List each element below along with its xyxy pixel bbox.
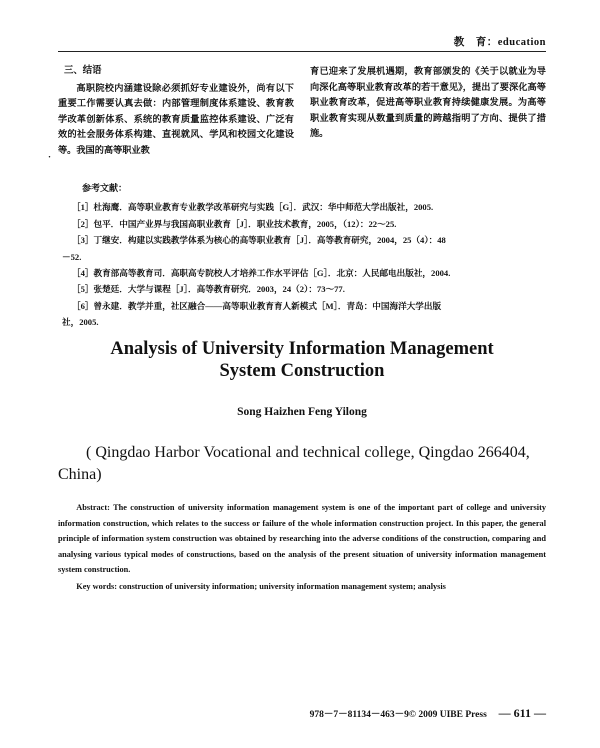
- margin-mark: ·: [48, 152, 52, 162]
- page-footer: [58, 706, 546, 721]
- abstract-paragraph: [58, 500, 546, 578]
- keywords-label: Key words:: [76, 581, 118, 591]
- conclusion-paragraph-right: 育已迎来了发展机遇期，教育部颁发的《关于以就业为导向深化高等职业教育改革的若干意见》，提出了要深化高等职业教育改革，促进高等职业教育持续健康发展。为高等职业教育实现从数量到质量的跨越指明了方向、提供了措施。: [310, 66, 546, 139]
- english-title-line1: Analysis of University Information Management: [110, 339, 494, 359]
- english-title: [58, 338, 546, 382]
- english-abstract: [58, 500, 546, 595]
- conclusion-right-column: [310, 64, 546, 142]
- reference-item: ［6］曾永建．教学并重，社区融合——高等职业教育育人新模式［M］．青岛：中国海洋大学出版: [72, 300, 442, 311]
- reference-item-continued: －52.: [62, 251, 82, 262]
- reference-item: ［4］教育部高等教育司．高职高专院校人才培养工作水平评估［G］．北京：人民邮电出版社，2004.: [72, 268, 451, 279]
- reference-item: ［5］张楚廷．大学与课程［J］．高等教育研究．2003，24（2）：73～77.: [72, 284, 345, 295]
- running-header: 教 育：education: [453, 37, 546, 48]
- abstract-text: The construction of university information management system is one of the important part of college and university information construction, which relates to the success or failure of the whole information construction project. In this paper, the general principle of information system construction was obtained by researching into the adverse conditions of the construction, comparing and analysing various typical modes of constructions, based on the analysis of the present situation of university information management system construction.: [58, 503, 546, 575]
- abstract-label: Abstract:: [76, 503, 110, 512]
- conclusion-left-column: [58, 64, 294, 159]
- english-authors: Song Haizhen Feng Yilong: [237, 406, 367, 418]
- keywords-paragraph: [58, 579, 546, 595]
- reference-item-continued: 社，2005.: [62, 317, 99, 328]
- english-affiliation: [58, 442, 558, 486]
- conclusion-paragraph-left: 高职院校内涵建设除必须抓好专业建设外，尚有以下重要工作需要认真去做：内部管理制度体系建设、教育教学改革创新体系、系统的教育质量监控体系建设、广泛有效的社会服务体系构建、直视就风、学风和校园文化建设等。我国的高等职业教: [58, 82, 294, 155]
- reference-item: ［1］杜海鹰．高等职业教育专业教学改革研究与实践［G］．武汉：华中师范大学出版社，2005.: [72, 202, 434, 213]
- references-title: 参考文献：: [82, 183, 128, 193]
- page-number: — 611 —: [498, 706, 546, 720]
- english-title-line2: System Construction: [219, 361, 385, 381]
- section-heading: 三、结语: [64, 66, 102, 76]
- footer-isbn: 978－7－81134－463－9© 2009 UIBE Press: [309, 710, 487, 720]
- references-section: [58, 180, 546, 331]
- reference-item: ［2］包平．中国产业界与我国高职业教育［J］．职业技术教育，2005，（12）：22～25.: [72, 218, 397, 229]
- keywords-text: construction of university information; university information management system; analysis: [117, 581, 446, 591]
- reference-item: ［3］丁继安．构建以实践教学体系为核心的高等职业教育［J］．高等教育研究，2004，25（4）：48: [72, 235, 446, 246]
- header-rule: [58, 51, 546, 52]
- affiliation-line1: ( Qingdao Harbor Vocational and technical college, Qingdao 266404,: [86, 444, 530, 461]
- affiliation-line2: China): [58, 466, 102, 483]
